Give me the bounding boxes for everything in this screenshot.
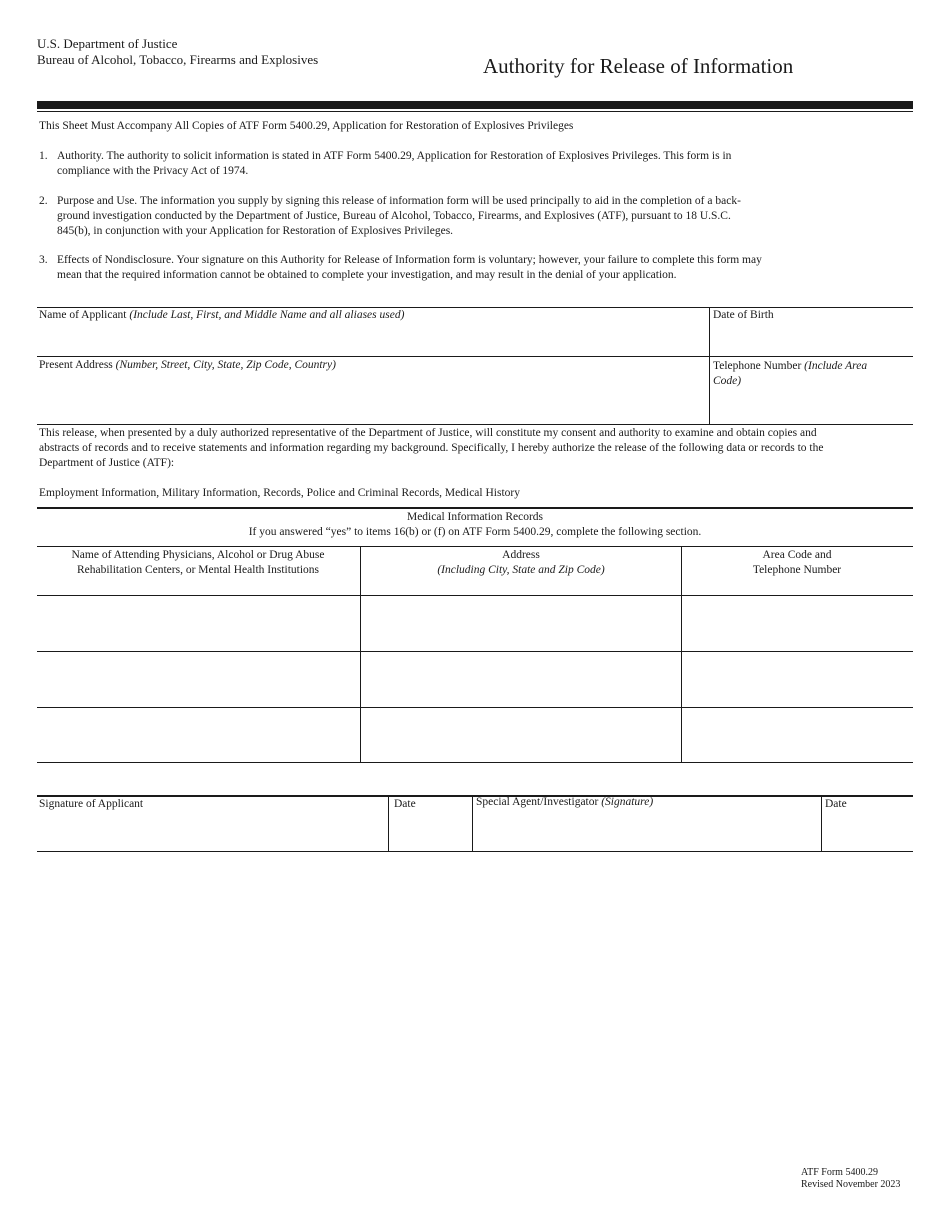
medical-title: Medical Information Records xyxy=(406,511,544,523)
applicant-name-label: Name of Applicant (Include Last, First, and Middle Name and all aliases used) xyxy=(39,309,405,321)
agency-line-2: Bureau of Alcohol, Tobacco, Firearms and Explosives xyxy=(37,52,319,67)
item-line: mean that the required information cannot be obtained to complete your investigation, and may result in the denial of your application. xyxy=(57,269,677,281)
item-number: 1. xyxy=(39,150,48,162)
rule xyxy=(37,424,913,425)
medical-row-3-address-input[interactable] xyxy=(361,708,680,761)
privacy-item-authority xyxy=(39,149,839,179)
item-number: 3. xyxy=(39,254,48,266)
telephone-field[interactable] xyxy=(710,357,912,423)
medical-row-1-physician-input[interactable] xyxy=(38,596,359,650)
item-line: 845(b), in conjunction with your Application for Restoration of Explosives Privileges. xyxy=(57,225,454,237)
release-line: abstracts of records and to receive statements and information regarding my background. Specifically, I hereby authorize the release of the following data or records to the xyxy=(39,442,824,454)
medical-row-3-physician-input[interactable] xyxy=(38,708,359,761)
rule xyxy=(37,762,913,763)
item-number: 2. xyxy=(39,195,48,207)
form-revision: Revised November 2023 xyxy=(801,1179,901,1190)
present-address-field[interactable] xyxy=(38,357,708,423)
medical-row-1-phone-input[interactable] xyxy=(682,596,912,650)
telephone-label: Telephone Number (Include Area Code) xyxy=(713,360,868,387)
column-header-phone: Area Code and Telephone Number xyxy=(752,549,842,576)
medical-row-3-phone-input[interactable] xyxy=(682,708,912,761)
records-list: Employment Information, Military Information, Records, Police and Criminal Records, Medical History xyxy=(39,487,520,499)
rule xyxy=(37,851,913,852)
agent-signature-label: Special Agent/Investigator (Signature) xyxy=(476,796,654,808)
release-statement xyxy=(39,426,911,471)
item-line: Effects of Nondisclosure. Your signature on this Authority for Release of Information form is voluntary; however, your failure to complete this form may xyxy=(57,254,762,266)
release-line: Department of Justice (ATF): xyxy=(39,457,175,469)
release-line: This release, when presented by a duly authorized representative of the Department of Justice, will constitute my consent and authority to examine and obtain copies and xyxy=(39,427,817,439)
rule xyxy=(37,507,913,509)
applicant-date-field[interactable] xyxy=(389,797,471,850)
date-of-birth-field[interactable] xyxy=(710,308,912,355)
agent-date-label: Date xyxy=(825,798,847,810)
applicant-name-field[interactable] xyxy=(38,308,708,355)
applicant-signature-field[interactable] xyxy=(38,797,387,850)
form-title: Authority for Release of Information xyxy=(483,54,794,78)
medical-row-2-phone-input[interactable] xyxy=(682,652,912,706)
medical-row-2-address-input[interactable] xyxy=(361,652,680,706)
applicant-signature-label: Signature of Applicant xyxy=(39,798,144,810)
date-of-birth-label: Date of Birth xyxy=(713,309,774,321)
medical-row-1-address-input[interactable] xyxy=(361,596,680,650)
header-rule-thick xyxy=(37,101,913,109)
privacy-item-nondisclosure xyxy=(39,253,839,283)
applicant-date-label: Date xyxy=(394,798,416,810)
item-line: Authority. The authority to solicit information is stated in ATF Form 5400.29, Application for Restoration of Explosives Privileges. This form is in xyxy=(57,150,732,162)
column-header-address: Address (Including City, State and Zip Code) xyxy=(437,549,605,576)
agency-block xyxy=(37,36,318,68)
accompany-notice: This Sheet Must Accompany All Copies of ATF Form 5400.29, Application for Restoration of Explosives Privileges xyxy=(39,120,574,132)
agent-date-field[interactable] xyxy=(822,797,912,850)
header-rule-thin xyxy=(37,111,913,112)
form-footer xyxy=(801,1167,900,1191)
medical-instruction: If you answered “yes” to items 16(b) or (f) on ATF Form 5400.29, complete the following section. xyxy=(248,526,702,538)
privacy-item-purpose xyxy=(39,194,839,239)
form-number: ATF Form 5400.29 xyxy=(801,1167,878,1178)
rule xyxy=(37,546,913,547)
item-line: Purpose and Use. The information you supply by signing this release of information form will be used principally to aid in the completion of a back- xyxy=(57,195,741,207)
present-address-label: Present Address (Number, Street, City, State, Zip Code, Country) xyxy=(39,359,336,371)
item-line: compliance with the Privacy Act of 1974. xyxy=(57,165,249,177)
agent-signature-field[interactable] xyxy=(473,797,820,850)
column-header-physician: Name of Attending Physicians, Alcohol or Drug Abuse Rehabilitation Centers, or Mental Health Institutions xyxy=(71,549,325,576)
medical-row-2-physician-input[interactable] xyxy=(38,652,359,706)
agency-line-1: U.S. Department of Justice xyxy=(37,36,178,51)
item-line: ground investigation conducted by the Department of Justice, Bureau of Alcohol, Tobacco, Firearms, and Explosives (ATF), pursuant to 18 U.S.C. xyxy=(57,210,731,222)
